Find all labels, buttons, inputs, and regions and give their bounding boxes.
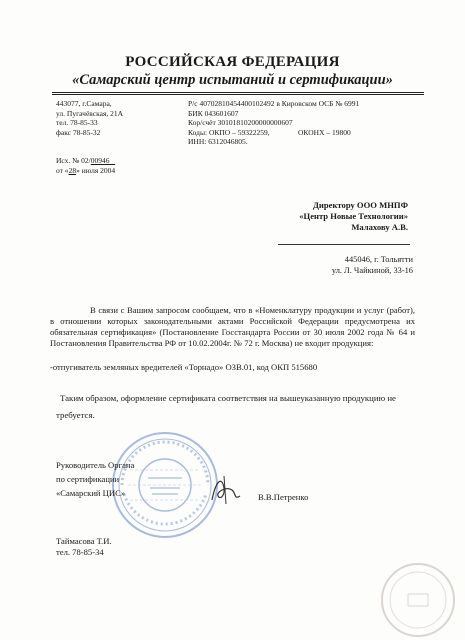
product-item: -отпугиватель земляных вредителей «Торнадо» ОЗВ.01, код ОКП 515680 [50, 362, 318, 372]
bank-details-block [188, 99, 359, 147]
executor-name: Таймасова Т.И. [56, 536, 112, 546]
bank-corr-account: Кор/счёт 30101810200000000607 [188, 118, 293, 128]
sender-phone: тел. 78-85-33 [56, 118, 98, 128]
reference-number-value: 00946 [90, 156, 110, 165]
inn-code: ИНН: 6312046805. [188, 137, 248, 147]
signer-title-1: Руководитель Органа [56, 460, 135, 470]
signature-block [56, 458, 134, 500]
bank-bik: БИК 043601607 [188, 108, 239, 118]
sender-address-block [56, 99, 123, 137]
recipient-address [332, 254, 413, 276]
header-title: РОССИЙСКАЯ ФЕДЕРАЦИЯ [125, 54, 340, 70]
recipient-name: Малахову А.В. [351, 222, 408, 232]
reference-date-day: 28 [68, 166, 77, 175]
sender-postal: 443077, г.Самара, [56, 99, 112, 108]
codes-row [188, 128, 359, 138]
recipient-position: Директору ООО МНПФ [313, 200, 408, 210]
outgoing-reference [56, 156, 115, 176]
sender-street: ул. Пугачёвская, 21А [56, 108, 124, 118]
conclusion-paragraph: Таким образом, оформление сертификата соответствия на вышеуказанную продукцию не требуется. [56, 393, 396, 420]
handwritten-signature-icon [206, 470, 246, 510]
recipient-divider [278, 244, 410, 245]
reference-number: Исх. № 02/00946 [56, 156, 110, 165]
recipient-street: ул. Л. Чайкиной, 33-16 [331, 266, 413, 275]
bank-account: Р/с 40702810454400102492 в Кировском ОСБ № 6991 [188, 99, 360, 108]
secondary-seal-icon [378, 560, 458, 640]
reference-date: от «28» июля 2004 [56, 166, 116, 175]
executor-phone: тел. 78-85-34 [56, 547, 104, 557]
recipient-city: 445046, г. Тольятти [344, 255, 413, 264]
signer-name: В.В.Петренко [258, 492, 309, 502]
letter-body [50, 305, 415, 349]
recipient-company: «Центр Новые Технологии» [299, 211, 408, 221]
okonh-code: ОКОНХ – 19800 [298, 127, 351, 137]
recipient-block [299, 200, 408, 233]
header-subtitle: «Самарский центр испытаний и сертификации» [72, 72, 393, 88]
okpo-code: Коды: ОКПО – 59322259, [188, 127, 270, 137]
executor-block [56, 536, 112, 558]
signer-title-3: «Самарский ЦИС» [56, 488, 126, 498]
header-divider [52, 92, 424, 95]
body-paragraph: В связи с Вашим запросом сообщаем, что в «Номенклатуру продукции и услуг (работ), в отношении которых законодательными актами Российской Федерации предусмотрена их обязательная сертификация» (Постановление Госстандарта России от 30 июля 2002 года № 64 и Постановления Правительства РФ от 10.02.2004г. № 72 г. Москва) не входит продукция: [50, 305, 415, 348]
signer-title-2: по сертификации [56, 474, 120, 484]
sender-fax: факс 78-85-32 [56, 127, 101, 137]
